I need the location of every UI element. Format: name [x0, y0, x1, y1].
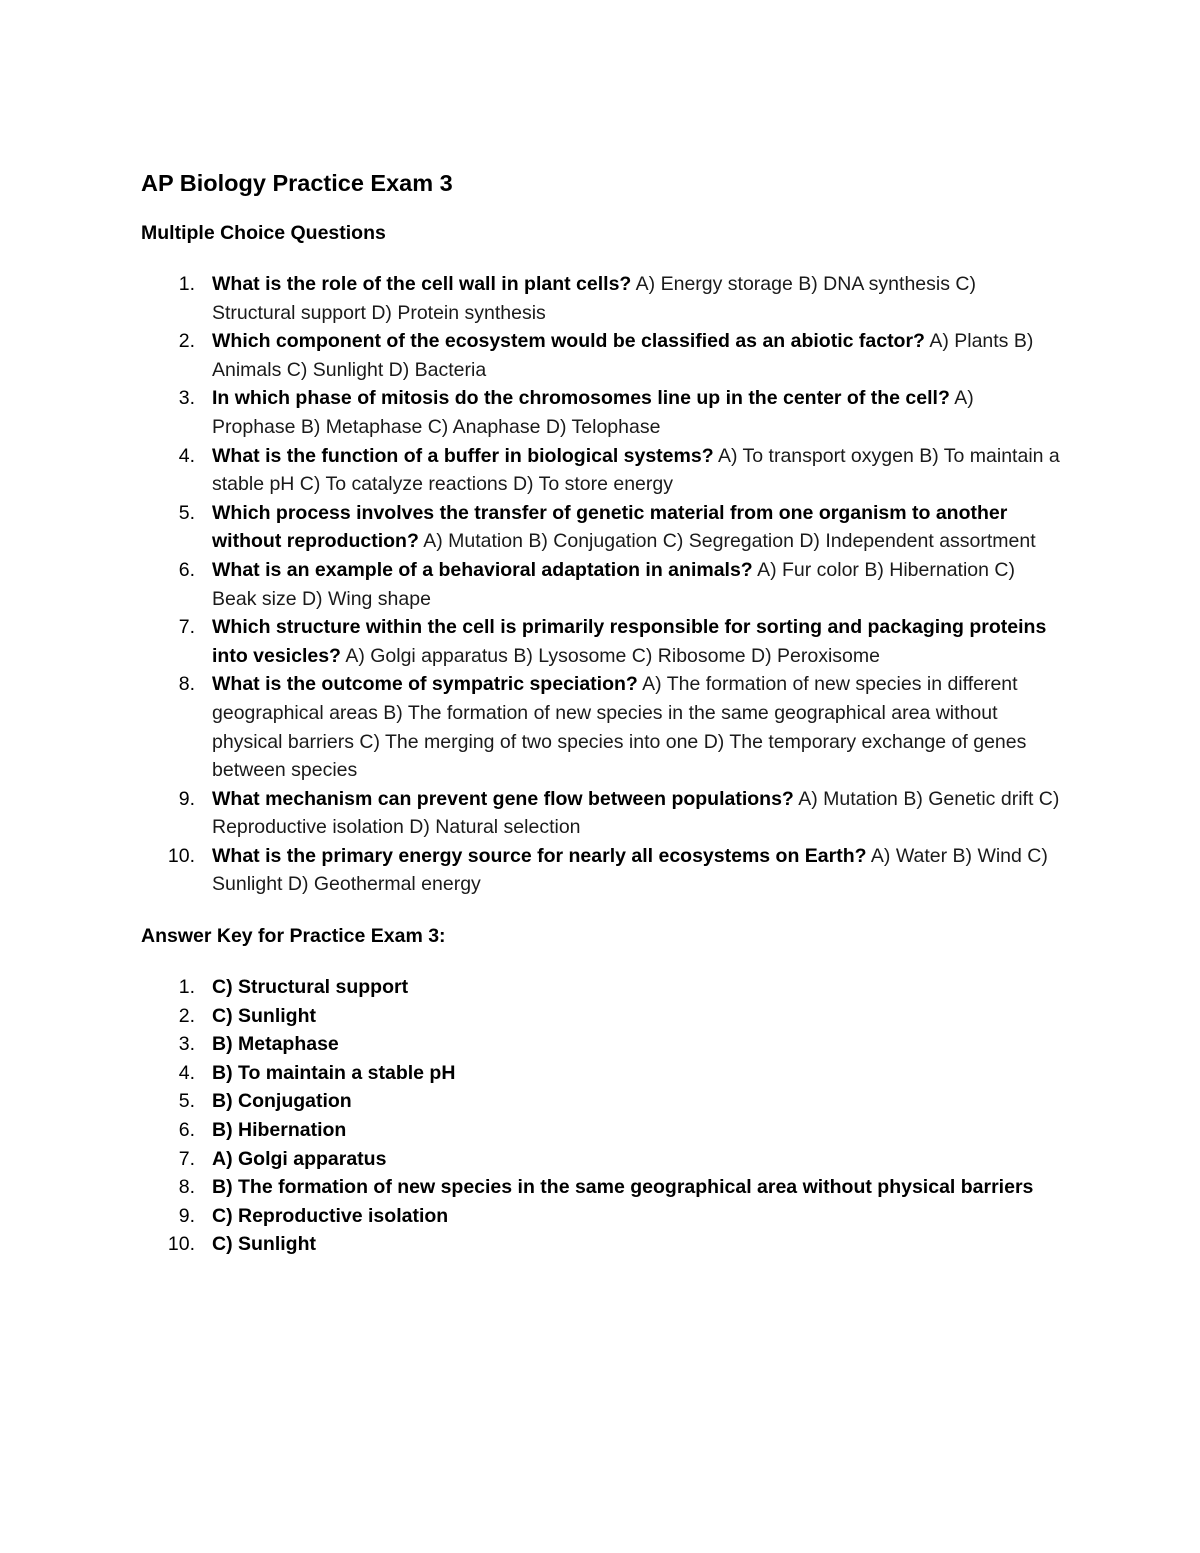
question-item	[141, 327, 1061, 384]
answer-text: B) The formation of new species in the same geographical area without physical barriers	[212, 1176, 1034, 1199]
question-choices: A) Mutation B) Conjugation C) Segregation D) Independent assortment	[423, 530, 1036, 553]
question-text: Which structure within the cell is primarily responsible for sorting and packaging proteins into vesicles?	[212, 616, 1047, 667]
answer-text: C) Sunlight	[212, 1233, 316, 1256]
answer-item	[141, 1202, 1061, 1231]
question-text: What is the function of a buffer in biological systems?	[212, 444, 714, 467]
answer-text: C) Reproductive isolation	[212, 1204, 449, 1227]
answer-item	[141, 1002, 1061, 1031]
question-text: What is the primary energy source for nearly all ecosystems on Earth?	[212, 844, 867, 867]
answer-item	[141, 1116, 1061, 1145]
question-choices: A) Energy storage B) DNA synthesis C) Structural support D) Protein synthesis	[212, 273, 976, 324]
answer-number: 7.	[178, 1147, 195, 1170]
question-choices: A) To transport oxygen B) To maintain a stable pH C) To catalyze reactions D) To store energy	[212, 444, 1060, 496]
answer-text: C) Structural support	[212, 976, 409, 999]
question-number: 1.	[178, 273, 195, 295]
answer-number: 10.	[167, 1233, 195, 1256]
question-number: 8.	[178, 673, 195, 696]
question-choices: A) Plants B) Animals C) Sunlight D) Bacteria	[212, 330, 1034, 381]
answer-text: C) Sunlight	[212, 1004, 316, 1027]
question-number: 6.	[178, 558, 195, 581]
answer-list	[141, 973, 1061, 1259]
question-text: In which phase of mitosis do the chromosomes line up in the center of the cell?	[212, 387, 950, 410]
answer-text: B) Hibernation	[212, 1119, 347, 1142]
question-item	[141, 670, 1061, 784]
mcq-heading: Multiple Choice Questions	[141, 222, 386, 244]
answer-number: 5.	[178, 1090, 195, 1113]
answer-item	[141, 1173, 1061, 1202]
question-number: 4.	[178, 444, 195, 467]
answer-text: A) Golgi apparatus	[212, 1147, 387, 1170]
question-number: 5.	[178, 501, 195, 524]
answer-number: 4.	[178, 1061, 195, 1084]
document-title: AP Biology Practice Exam 3	[141, 170, 453, 196]
question-choices: A) Prophase B) Metaphase C) Anaphase D) Telophase	[212, 387, 974, 438]
question-text: What is the role of the cell wall in plant cells?	[212, 273, 632, 295]
question-choices: A) Fur color B) Hibernation C) Beak size D) Wing shape	[212, 558, 1015, 610]
answer-text: B) Conjugation	[212, 1090, 352, 1113]
answer-item	[141, 1145, 1061, 1174]
question-item	[141, 785, 1061, 842]
question-text: What is an example of a behavioral adaptation in animals?	[212, 558, 753, 581]
answer-number: 8.	[178, 1176, 195, 1199]
question-item	[141, 270, 1061, 327]
answer-item	[141, 973, 1061, 1002]
question-item	[141, 499, 1061, 556]
question-number: 2.	[178, 330, 195, 353]
answer-item	[141, 1030, 1061, 1059]
question-text: What mechanism can prevent gene flow between populations?	[212, 787, 794, 810]
answer-number: 6.	[178, 1119, 195, 1142]
answer-number: 2.	[178, 1004, 195, 1027]
answer-number: 9.	[178, 1204, 195, 1227]
answer-key-heading: Answer Key for Practice Exam 3:	[141, 925, 446, 948]
question-choices: A) Golgi apparatus B) Lysosome C) Ribosome D) Peroxisome	[345, 644, 880, 667]
question-text: Which component of the ecosystem would be classified as an abiotic factor?	[212, 330, 925, 353]
question-text: Which process involves the transfer of genetic material from one organism to another without reproduction?	[212, 501, 1008, 553]
question-number: 10.	[167, 844, 195, 867]
question-text: What is the outcome of sympatric speciation?	[212, 673, 638, 696]
question-item	[141, 384, 1061, 441]
answer-text: B) Metaphase	[212, 1033, 339, 1056]
answer-item	[141, 1059, 1061, 1088]
document-page	[141, 163, 1061, 1259]
answer-number: 1.	[178, 976, 195, 999]
question-item	[141, 842, 1061, 899]
question-item	[141, 556, 1061, 613]
answer-number: 3.	[178, 1033, 195, 1056]
answer-text: B) To maintain a stable pH	[212, 1061, 456, 1084]
question-item	[141, 442, 1061, 499]
question-item	[141, 613, 1061, 670]
question-number: 7.	[178, 616, 195, 639]
answer-item	[141, 1230, 1061, 1259]
question-choices: A) Mutation B) Genetic drift C) Reproductive isolation D) Natural selection	[212, 787, 1060, 839]
question-number: 9.	[178, 787, 195, 810]
question-list	[141, 270, 1061, 899]
question-choices: A) The formation of new species in different geographical areas B) The formation of new species in the same geographical area without physical barriers C) The merging of two species into one D) The temporary exchange of genes between species	[212, 673, 1027, 782]
answer-item	[141, 1087, 1061, 1116]
question-number: 3.	[178, 387, 195, 410]
question-choices: A) Water B) Wind C) Sunlight D) Geothermal energy	[212, 844, 1048, 896]
